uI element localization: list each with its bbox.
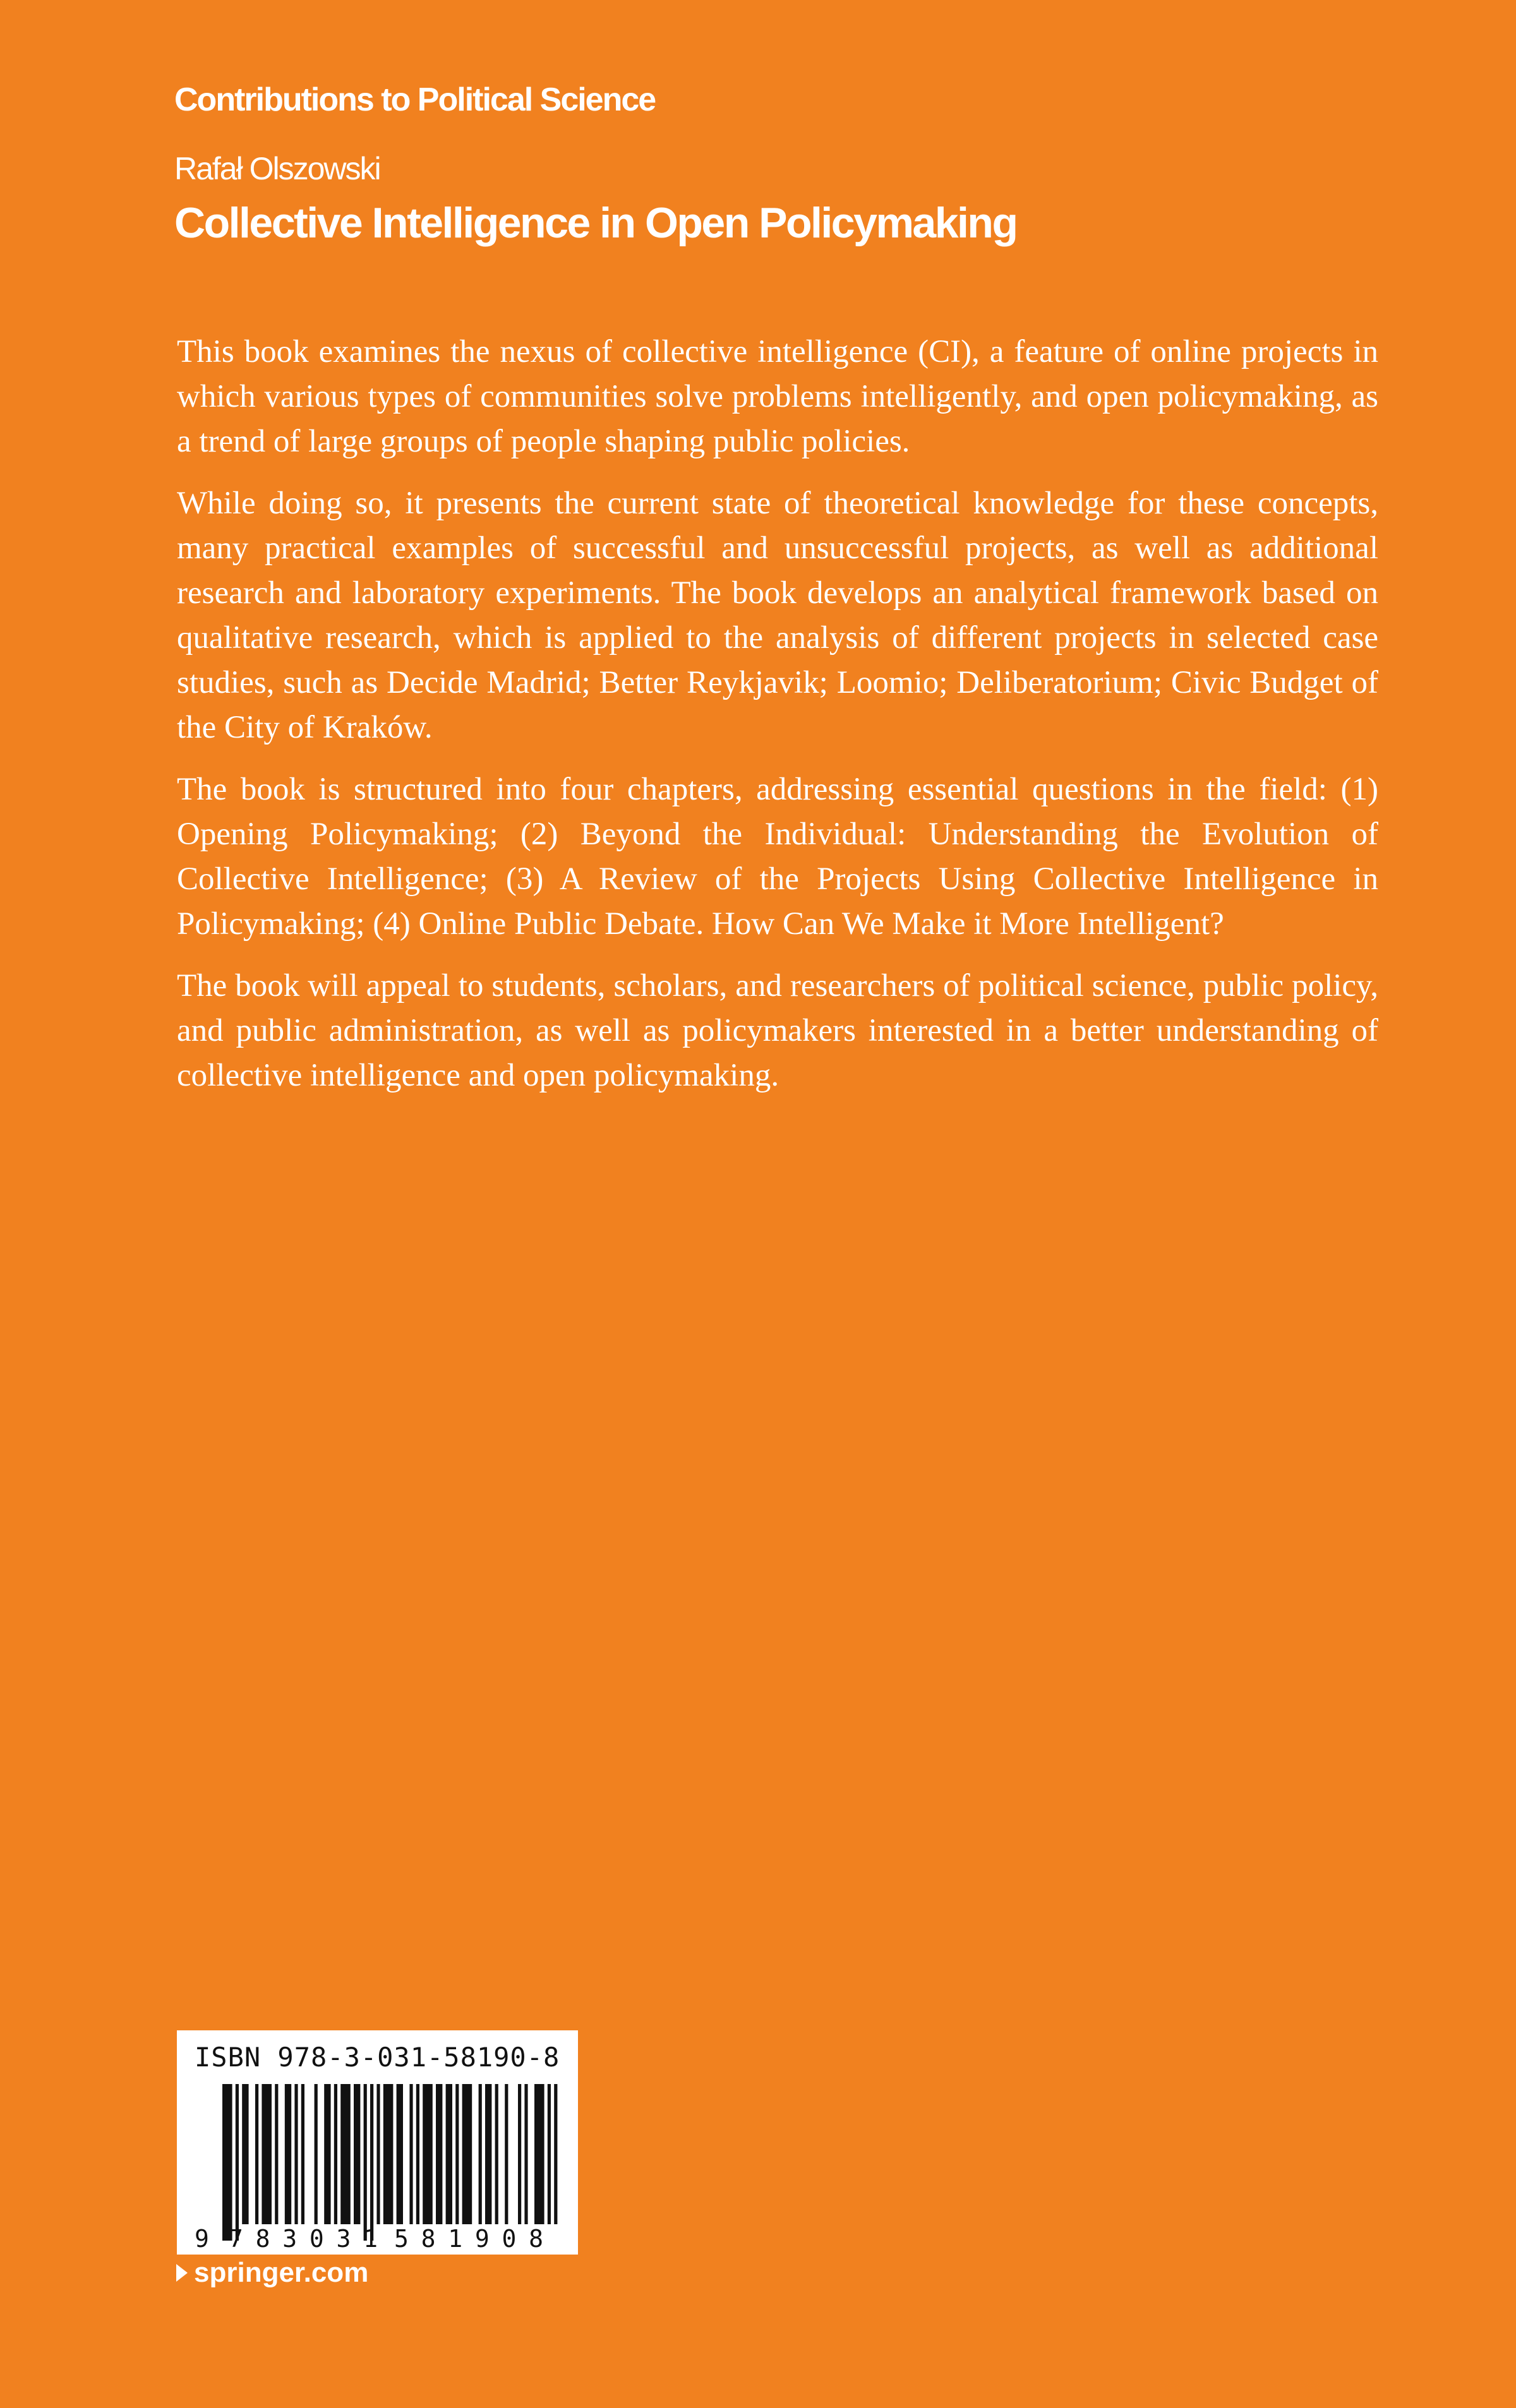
barcode-box [177, 2030, 578, 2255]
barcode-bar [485, 2084, 491, 2224]
barcode-bar [455, 2084, 459, 2224]
book-title: Collective Intelligence in Open Policymaking [174, 199, 1017, 247]
publisher-link[interactable] [176, 2257, 368, 2289]
barcode-bar [397, 2084, 403, 2224]
barcode-bars [222, 2084, 557, 2241]
barcode-bar [479, 2084, 482, 2224]
barcode-digit-first: 9 [195, 2225, 209, 2253]
barcode-bar [462, 2084, 472, 2224]
blurb [177, 330, 1378, 1115]
barcode-digits-right: 581908 [394, 2225, 543, 2253]
barcode-bar [423, 2084, 433, 2224]
barcode-bar [275, 2084, 278, 2224]
barcode-bar [383, 2084, 394, 2224]
barcode-bar [505, 2084, 508, 2224]
barcode-bar [524, 2084, 527, 2224]
blurb-paragraph-3: The book is structured into four chapters, addressing essential questions in the field: (1) Opening Policymaking; (2) Beyond the Individual: Understanding the Evolution of Collective Intelligence; (3) A Review of the Projects Using Collective Intelligence in Policymaking; (4) Online Public Debate. How Can We Make it More Intelligent? [177, 772, 1378, 942]
barcode-bar [370, 2084, 373, 2241]
barcode-bar [324, 2084, 330, 2224]
barcode-bar [376, 2084, 380, 2224]
barcode-bar [255, 2084, 258, 2224]
barcode-digits-left: 783031 [229, 2225, 378, 2253]
barcode-bar [436, 2084, 442, 2224]
barcode-bar [242, 2084, 248, 2224]
blurb-paragraph-4: The book will appeal to students, scholars, and researchers of political science, public policy, and public administration, as well as policymakers interested in a better understanding of collective intelligence and open policymaking. [177, 968, 1378, 1093]
barcode-bar [222, 2084, 232, 2241]
barcode-bar [554, 2084, 557, 2224]
barcode-bar [294, 2084, 298, 2224]
barcode-bar [364, 2084, 367, 2241]
blurb-paragraph-2: While doing so, it presents the current state of theoretical knowledge for these concepts, many practical examples of successful and unsuccessful projects, as well as additional research and laboratory experiments. The book develops an analytical framework based on qualitative research, which is applied to the analysis of different projects in selected case studies, such as Decide Madrid; Better Reykjavik; Loomio; Deliberatorium; Civic Budget of the City of Kraków. [177, 486, 1378, 745]
barcode-bar [518, 2084, 521, 2224]
barcode-bar [354, 2084, 360, 2224]
barcode-bar [534, 2084, 544, 2224]
barcode-bar [334, 2084, 337, 2224]
barcode-bar [340, 2084, 351, 2224]
author-name: Rafał Olszowski [174, 151, 380, 186]
isbn-label: ISBN 978-3-031-58190-8 [195, 2042, 560, 2073]
barcode-bar [495, 2084, 498, 2224]
blurb-paragraph-1: This book examines the nexus of collective intelligence (CI), a feature of online projects in which various types of communities solve problems intelligently, and open policymaking, as a trend of large groups of people shaping public policies. [177, 334, 1378, 459]
publisher-link-label: springer.com [194, 2257, 369, 2288]
barcode-bar [262, 2084, 272, 2224]
barcode-bar [548, 2084, 551, 2224]
barcode-bar [236, 2084, 239, 2241]
barcode-bar [285, 2084, 291, 2224]
barcode-bar [315, 2084, 318, 2224]
arrow-right-icon [176, 2264, 188, 2282]
barcode-bar [416, 2084, 419, 2224]
barcode-bar [409, 2084, 412, 2224]
series-title: Contributions to Political Science [174, 81, 656, 118]
barcode-bar [446, 2084, 452, 2224]
barcode-bar [301, 2084, 304, 2224]
